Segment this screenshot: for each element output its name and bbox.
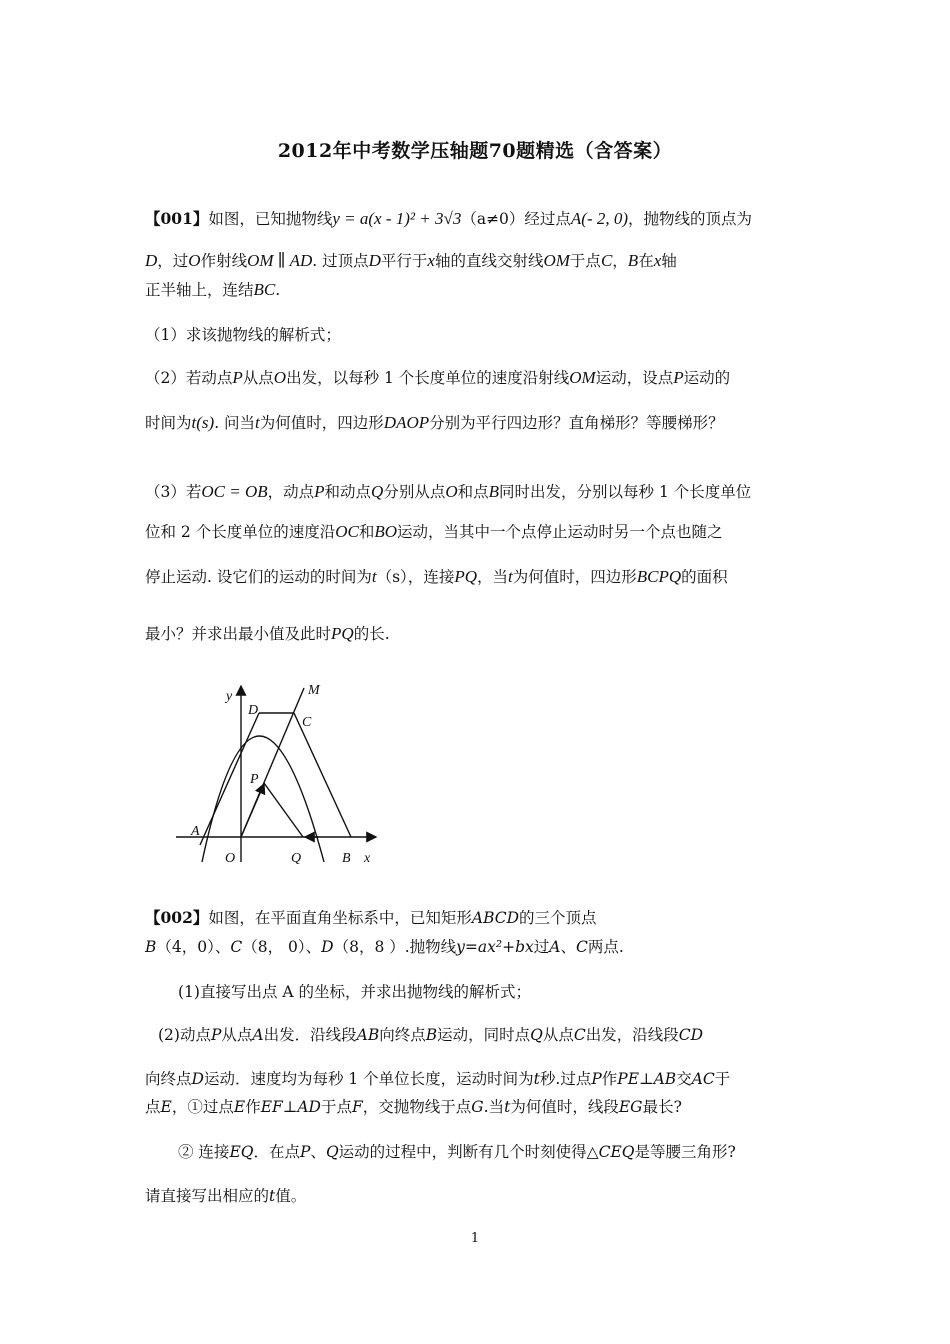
- p001-line3: 正半轴上，连结BC.: [145, 280, 281, 299]
- arrow-op: [241, 784, 264, 837]
- p002-question-1: (1)直接写出点 A 的坐标，并求出抛物线的解析式；: [178, 983, 532, 1001]
- label-p: P: [250, 772, 259, 787]
- p001-question-3-line4: 最小？并求出最小值及此时PQ的长.: [145, 624, 390, 643]
- label-m: M: [308, 683, 320, 698]
- p002-question-2-line1: (2)动点P从点A出发．沿线段AB向终点B运动，同时点Q从点C出发，沿线段CD: [158, 1026, 704, 1044]
- p001-question-1: （1）求该抛物线的解析式；: [145, 326, 341, 344]
- page-title: 2012年中考数学压轴题70题精选（含答案）: [277, 140, 673, 162]
- label-d: D: [248, 703, 259, 718]
- parabola-formula: y = a(x - 1)² + 3√3: [332, 209, 462, 228]
- problem-tag-001: 【001】: [145, 209, 209, 228]
- p002-question-2-line2: 向终点D运动．速度均为每秒 1 个单位长度，运动时间为t秒.过点P作PE⊥AB交AC于: [145, 1070, 731, 1088]
- segment-pq: [264, 783, 303, 837]
- label-c: C: [302, 715, 312, 730]
- p002-question-2-line5: 请直接写出相应的t值。: [145, 1187, 307, 1205]
- label-y: y: [226, 689, 233, 704]
- segment-cb: [294, 713, 351, 837]
- p002-line2: B（4，0）、C（8， 0）、D（8，8 ）.抛物线y=ax²+bx过A、C两点.: [145, 938, 624, 956]
- p002-line1: 【002】如图，在平面直角坐标系中，已知矩形ABCD的三个顶点: [145, 908, 597, 927]
- problem-tag-002: 【002】: [145, 908, 209, 927]
- label-b: B: [342, 851, 351, 866]
- label-x: x: [364, 851, 371, 866]
- p001-question-2-line2: 时间为t(s). 问当t为何值时，四边形DAOP分别为平行四边形？直角梯形？等腰梯形？: [145, 413, 724, 432]
- page-number: 1: [470, 1231, 480, 1246]
- p001-question-3-line1: （3）若OC = OB，动点P和动点Q分别从点O和点B同时出发，分别以每秒 1 个长度单位: [145, 482, 752, 501]
- p001-line2: D，过O作射线OM ∥ AD. 过顶点D平行于x轴的直线交射线OM于点C，B在x轴: [145, 251, 677, 270]
- problem-001-figure: [170, 680, 385, 870]
- label-o: O: [225, 851, 236, 866]
- p001-line1: 【001】如图，已知抛物线y = a(x - 1)² + 3√3（a≠0）经过点A(- 2, 0)，抛物线的顶点为: [145, 209, 753, 228]
- label-q: Q: [291, 851, 302, 866]
- p002-question-2-line4: ② 连接EQ．在点P、Q运动的过程中，判断有几个时刻使得△CEQ是等腰三角形?: [178, 1143, 736, 1161]
- p002-question-2-line3: 点E，①过点E作EF⊥AD于点F，交抛物线于点G.当t为何值时，线段EG最长?: [145, 1098, 682, 1116]
- p001-question-2-line1: （2）若动点P从点O出发，以每秒 1 个长度单位的速度沿射线OM运动，设点P运动的: [145, 368, 731, 387]
- p001-question-3-line2: 位和 2 个长度单位的速度沿OC和BO运动，当其中一个点停止运动时另一个点也随之: [145, 522, 723, 541]
- label-a: A: [191, 824, 200, 839]
- p001-question-3-line3: 停止运动. 设它们的运动的时间为t（s），连接PQ，当t为何值时，四边形BCPQ的面积: [145, 567, 728, 586]
